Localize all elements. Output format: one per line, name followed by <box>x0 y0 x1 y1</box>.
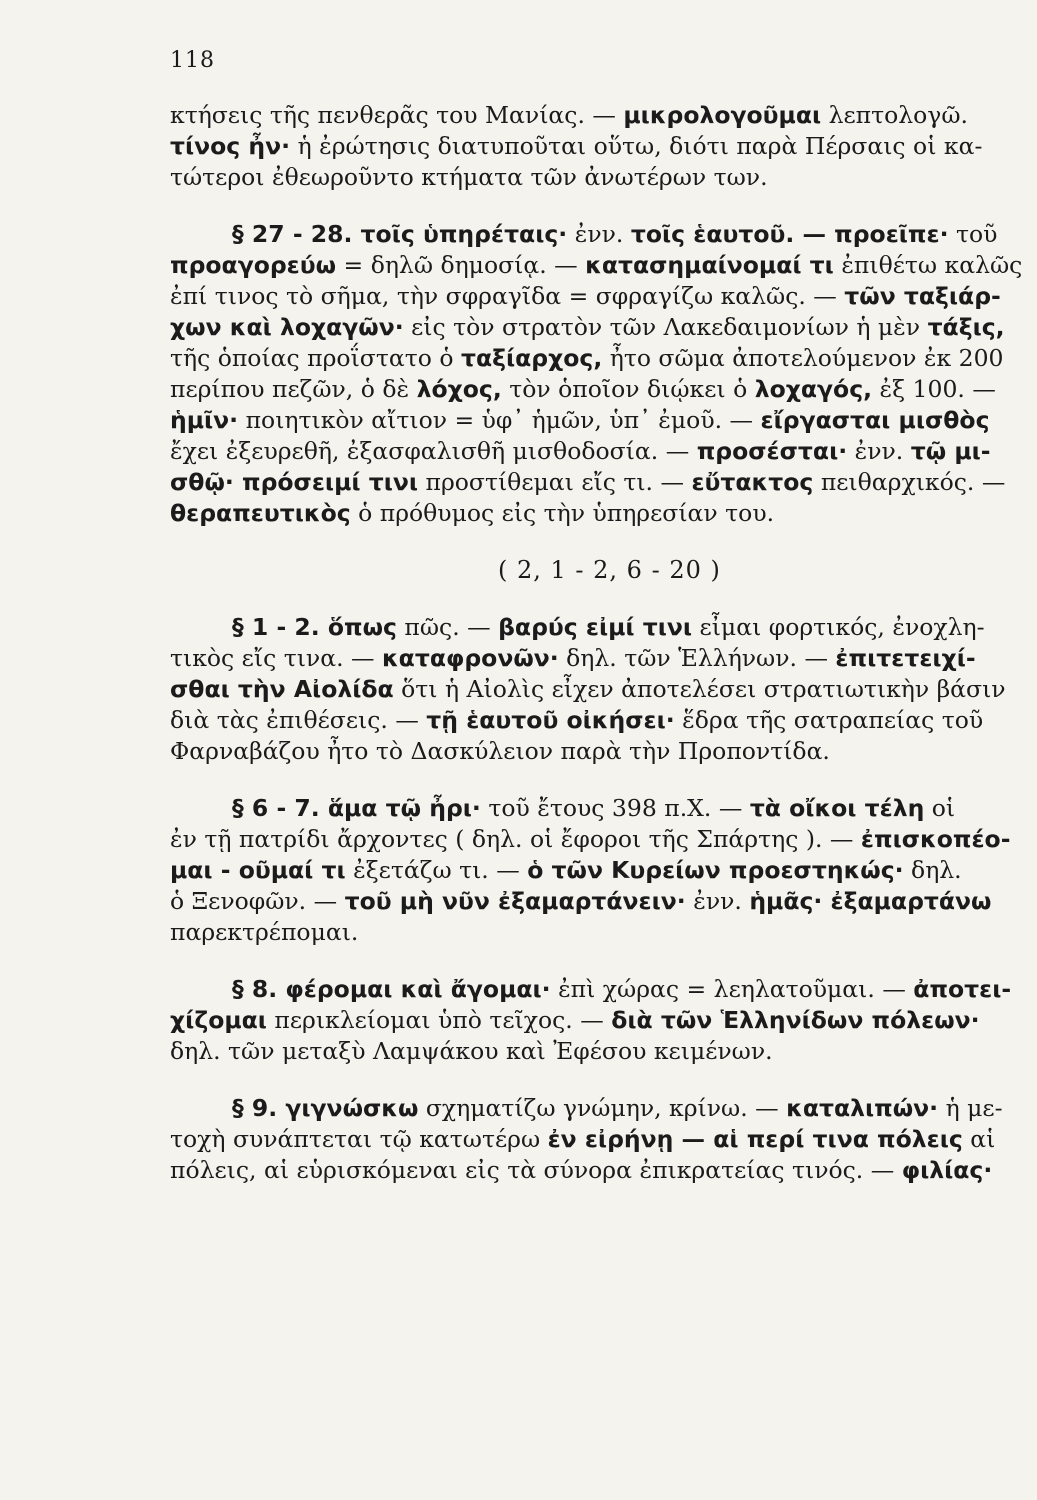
paragraph <box>170 100 1030 193</box>
gloss-text: ἐνν. <box>847 437 911 465</box>
text-line <box>170 674 1030 705</box>
gloss-text: εἰς τὸν στρατὸν τῶν Λακεδαιμονίων ἡ μὲν <box>403 313 928 341</box>
gloss-text: τῆς ὁποίας προΐστατο ὁ <box>170 344 461 372</box>
gloss-text: ὅτι ἡ Αἰολὶς εἶχεν ἀποτελέσει στρατιωτικὴν βάσιν <box>393 675 1006 703</box>
text-line <box>170 824 1030 855</box>
gloss-text: δηλ. τῶν Ἑλλήνων. — <box>558 644 836 672</box>
text-line <box>170 374 1030 405</box>
lemma-term: τοῦ μὴ νῦν ἐξαμαρτάνειν· <box>344 887 686 915</box>
text-line <box>170 436 1030 467</box>
lemma-term: τὰ οἴκοι τέλη <box>749 794 925 822</box>
section-heading: ( 2, 1 - 2, 6 - 20 ) <box>498 556 721 584</box>
lemma-term: εἴργασται μισθὸς <box>760 406 990 434</box>
gloss-text: = δηλῶ δημοσίᾳ. — <box>336 251 586 279</box>
lemma-term: τάξις, <box>927 313 1005 341</box>
gloss-text: τοῦ ἔτους 398 π.Χ. — <box>480 794 750 822</box>
lemma-term: ἐν εἰρήνῃ — αἱ περί τινα πόλεις <box>547 1125 963 1153</box>
lemma-term: ὁ τῶν Κυρείων προεστηκώς· <box>527 856 904 884</box>
lemma-term: εὔτακτος <box>691 468 814 496</box>
gloss-text: ἡ ἐρώτησις διατυποῦται οὕτω, διότι παρὰ Πέρσαις οἱ κα- <box>290 132 983 160</box>
gloss-text: ἐξ 100. — <box>872 375 996 403</box>
gloss-text: προστίθεμαι εἴς τι. — <box>418 468 692 496</box>
text-line <box>170 467 1030 498</box>
lemma-term: § 9. γιγνώσκω <box>232 1094 419 1122</box>
gloss-text: δηλ. <box>903 856 962 884</box>
lemma-term: λόχος, <box>416 375 502 403</box>
lemma-term: σθαι τὴν Αἰολίδα <box>170 675 394 703</box>
text-line <box>170 498 1030 529</box>
gloss-text: περίπου πεζῶν, ὁ δὲ <box>170 375 417 403</box>
gloss-text: τοῦ <box>948 220 998 248</box>
text-line <box>170 886 1030 917</box>
gloss-text: ἦτο σῶμα ἀποτελούμενον ἐκ 200 <box>602 344 1004 372</box>
gloss-text: κτήσεις τῆς πενθερᾶς του Μανίας. — <box>170 101 624 129</box>
gloss-text: πῶς. — <box>396 613 499 641</box>
text-line <box>170 1093 1030 1124</box>
text-line <box>170 643 1030 674</box>
text-line <box>170 1036 1030 1067</box>
gloss-text: δηλ. τῶν μεταξὺ Λαμψάκου καὶ Ἐφέσου κειμένων. <box>170 1037 773 1065</box>
lemma-term: τοῖς ἑαυτοῦ. — προεῖπε· <box>630 220 949 248</box>
text-line <box>170 1124 1030 1155</box>
gloss-text: τὸν ὁποῖον διῴκει ὁ <box>501 375 755 403</box>
gloss-text: εἶμαι φορτικός, ἐνοχλη- <box>692 613 985 641</box>
gloss-text: ἐπιθέτω καλῶς <box>833 251 1023 279</box>
text-line <box>170 312 1030 343</box>
lemma-term: κατασημαίνομαί τι <box>585 251 834 279</box>
text-line <box>170 343 1030 374</box>
lemma-term: διὰ τῶν Ἑλληνίδων πόλεων· <box>611 1006 980 1034</box>
gloss-text: ἡ με- <box>938 1094 1003 1122</box>
text-line <box>170 281 1030 312</box>
gloss-text: τώτεροι ἐθεωροῦντο κτήματα τῶν ἀνωτέρων των. <box>170 163 768 191</box>
text-line <box>170 131 1030 162</box>
lemma-term: § 27 - 28. τοῖς ὑπηρέταις· <box>232 220 568 248</box>
lemma-term: ἡμῖν· <box>170 406 239 434</box>
paragraph <box>170 793 1030 948</box>
gloss-text: ὁ Ξενοφῶν. — <box>170 887 345 915</box>
gloss-text: ποιητικὸν αἴτιον = ὑφ᾽ ἡμῶν, ὑπ᾽ ἐμοῦ. — <box>238 406 761 434</box>
lemma-term: βαρύς εἰμί τινι <box>498 613 693 641</box>
paragraph <box>170 974 1030 1067</box>
lemma-term: μικρολογοῦμαι <box>623 101 822 129</box>
lemma-term: ἀποτει- <box>913 975 1012 1003</box>
gloss-text: Φαρναβάζου ἦτο τὸ Δασκύλειον παρὰ τὴν Προποντίδα. <box>170 737 830 765</box>
lemma-term: τῇ ἑαυτοῦ οἰκήσει· <box>426 706 675 734</box>
gloss-text: παρεκτρέπομαι. <box>170 918 359 946</box>
gloss-text: ἔχει ἐξευρεθῆ, ἐξασφαλισθῆ μισθοδοσία. — <box>170 437 697 465</box>
text-line <box>170 705 1030 736</box>
text-line <box>170 1005 1030 1036</box>
gloss-text: αἱ <box>962 1125 996 1153</box>
lemma-term: φιλίας· <box>901 1156 993 1184</box>
lemma-term: λοχαγός, <box>754 375 873 403</box>
lemma-term: προσέσται· <box>696 437 848 465</box>
lemma-term: προαγορεύω <box>170 251 337 279</box>
text-line <box>170 250 1030 281</box>
lemma-term: ἡμᾶς· ἐξαμαρτάνω <box>749 887 992 915</box>
lemma-term: χων καὶ λοχαγῶν· <box>170 313 404 341</box>
text-line <box>170 612 1030 643</box>
page-number: 118 <box>170 48 215 73</box>
lemma-term: § 8. φέρομαι καὶ ἄγομαι· <box>232 975 551 1003</box>
gloss-text: ὁ πρόθυμος εἰς τὴν ὑπηρεσίαν του. <box>350 499 775 527</box>
lemma-term: θεραπευτικὸς <box>170 499 351 527</box>
gloss-text: ἐξετάζω τι. — <box>345 856 528 884</box>
gloss-text: ἐπὶ χώρας = λεηλατοῦμαι. — <box>550 975 914 1003</box>
text-line <box>170 162 1030 193</box>
gloss-text: οἱ <box>924 794 956 822</box>
gloss-text: τοχὴ συνάπτεται τῷ κατωτέρω <box>170 1125 548 1153</box>
text-line <box>170 405 1030 436</box>
gloss-text: πειθαρχικός. — <box>813 468 1006 496</box>
text-line <box>170 855 1030 886</box>
lemma-term: ταξίαρχος, <box>460 344 603 372</box>
lemma-term: τῶν ταξιάρ- <box>844 282 1001 310</box>
gloss-text: περικλείομαι ὑπὸ τεῖχος. — <box>266 1006 612 1034</box>
text-line <box>170 219 1030 250</box>
paragraph <box>170 612 1030 767</box>
lemma-term: § 1 - 2. ὅπως <box>232 613 397 641</box>
lemma-term: τῷ μι- <box>910 437 991 465</box>
lemma-term: σθῷ· πρόσειμί τινι <box>170 468 419 496</box>
text-line <box>170 793 1030 824</box>
gloss-text: ἕδρα τῆς σατραπείας τοῦ <box>674 706 984 734</box>
text-line <box>170 974 1030 1005</box>
lemma-term: καταλιπών· <box>786 1094 939 1122</box>
text-line <box>170 917 1030 948</box>
gloss-text: σχηματίζω γνώμην, κρίνω. — <box>418 1094 787 1122</box>
gloss-text: ἐπί τινος τὸ σῆμα, τὴν σφραγῖδα = σφραγίζω καλῶς. — <box>170 282 845 310</box>
lemma-term: § 6 - 7. ἅμα τῷ ἦρι· <box>232 794 481 822</box>
gloss-text: πόλεις, αἱ εὑρισκόμεναι εἰς τὰ σύνορα ἐπικρατείας τινός. — <box>170 1156 902 1184</box>
lemma-term: ἐπισκοπέο- <box>860 825 1011 853</box>
lemma-term: χίζομαι <box>170 1006 267 1034</box>
gloss-text: ἐν τῇ πατρίδι ἄρχοντες ( δηλ. οἱ ἔφοροι τῆς Σπάρτης ). — <box>170 825 861 853</box>
gloss-text: τικὸς εἴς τινα. — <box>170 644 382 672</box>
commentary-text <box>170 100 1030 1186</box>
gloss-text: ἐνν. <box>567 220 631 248</box>
gloss-text: λεπτολογῶ. <box>821 101 968 129</box>
text-line <box>170 1155 1030 1186</box>
lemma-term: μαι - οῦμαί τι <box>170 856 346 884</box>
lemma-term: καταφρονῶν· <box>381 644 559 672</box>
gloss-text: διὰ τὰς ἐπιθέσεις. — <box>170 706 427 734</box>
paragraph <box>170 1093 1030 1186</box>
paragraph <box>170 219 1030 529</box>
text-line <box>170 100 1030 131</box>
lemma-term: τίνος ἦν· <box>170 132 291 160</box>
text-line <box>170 736 1030 767</box>
gloss-text: ἐνν. <box>685 887 750 915</box>
lemma-term: ἐπιτετειχί- <box>835 644 976 672</box>
